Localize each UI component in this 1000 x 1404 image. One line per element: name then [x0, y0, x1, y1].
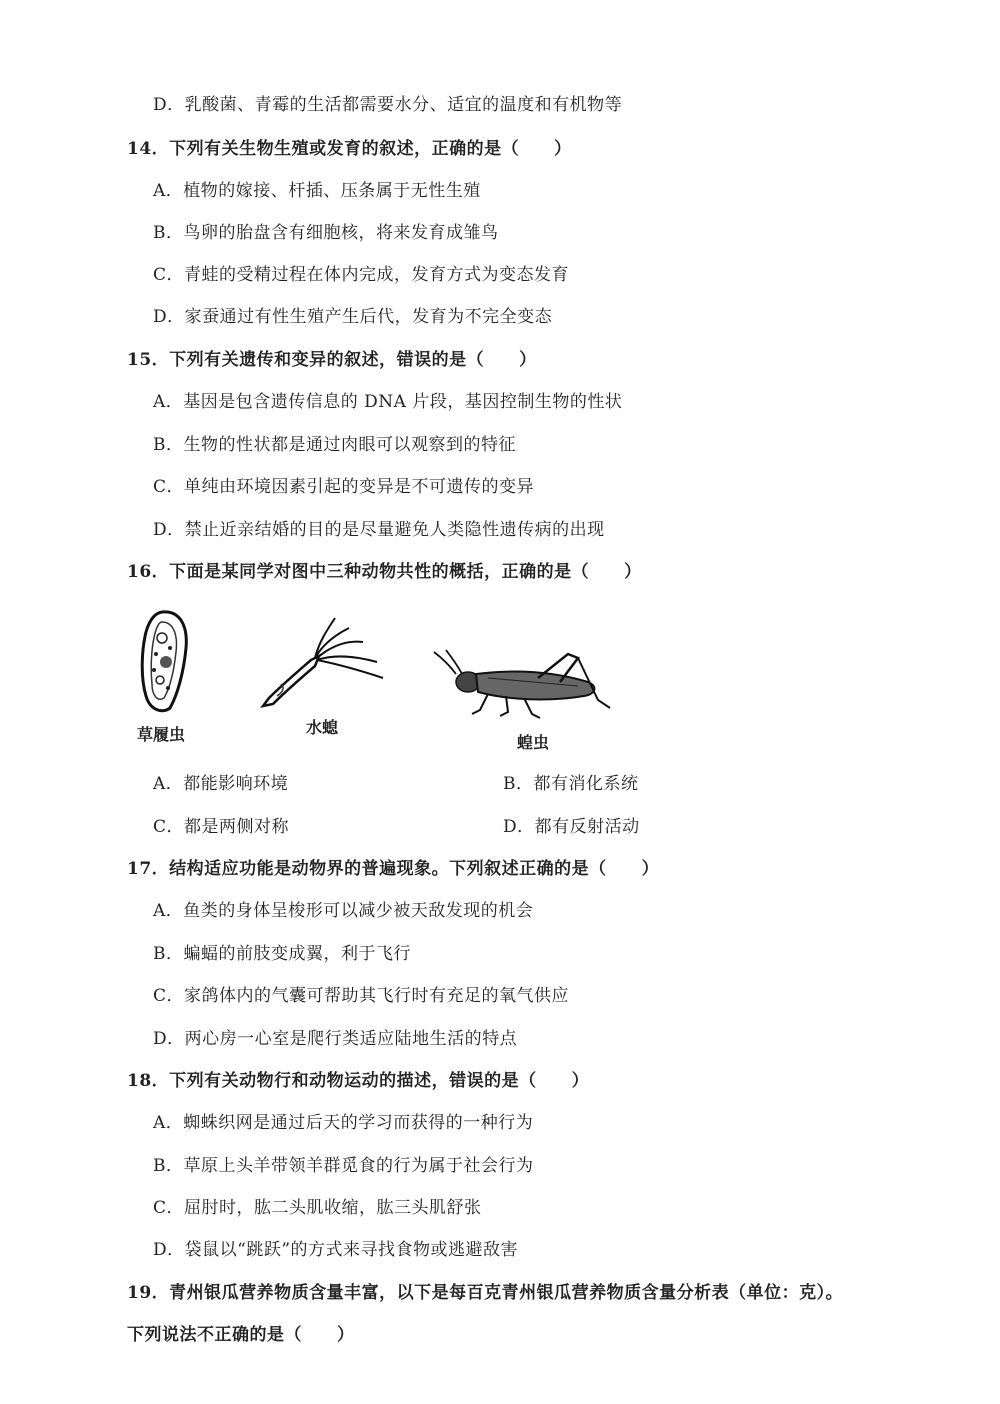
q15-option-d: D．禁止近亲结婚的目的是尽量避免人类隐性遗传病的出现 — [153, 520, 605, 540]
q18-option-b: B．草原上头羊带领羊群觅食的行为属于社会行为 — [153, 1156, 534, 1176]
q15-stem: 15．下列有关遗传和变异的叙述，错误的是（ ） — [127, 350, 537, 370]
q16-option-c: C．都是两侧对称 — [153, 817, 290, 837]
q16-option-b: B．都有消化系统 — [503, 774, 639, 794]
q14-option-c: C．青蛙的受精过程在体内完成，发育方式为变态发育 — [153, 265, 570, 285]
q19-stem-line2: 下列说法不正确的是（ ） — [127, 1325, 355, 1345]
q16-option-a: A．都能影响环境 — [153, 774, 289, 794]
q14-stem: 14．下列有关生物生殖或发育的叙述，正确的是（ ） — [127, 139, 572, 159]
q17-option-c: C．家鸽体内的气囊可帮助其飞行时有充足的氧气供应 — [153, 986, 570, 1006]
q18-stem: 18．下列有关动物行和动物运动的描述，错误的是（ ） — [127, 1071, 590, 1091]
q16-stem: 16．下面是某同学对图中三种动物共性的概括，正确的是（ ） — [127, 562, 642, 582]
q14-option-d: D．家蚕通过有性生殖产生后代，发育为不完全变态 — [153, 307, 553, 327]
q17-option-a: A．鱼类的身体呈梭形可以减少被天敌发现的机会 — [153, 901, 534, 921]
q19-stem-line1: 19．青州银瓜营养物质含量丰富，以下是每百克青州银瓜营养物质含量分析表（单位：克）。 — [127, 1283, 844, 1303]
paramecium-caption: 草履虫 — [137, 725, 186, 744]
q18-option-c: C．屈肘时，肱二头肌收缩，肱三头肌舒张 — [153, 1198, 482, 1218]
q18-option-a: A．蜘蛛织网是通过后天的学习而获得的一种行为 — [153, 1113, 534, 1133]
q14-option-a: A．植物的嫁接、杆插、压条属于无性生殖 — [153, 181, 481, 201]
hydra-caption: 水螅 — [306, 718, 339, 737]
q13-option-d: D．乳酸菌、青霉的生活都需要水分、适宜的温度和有机物等 — [153, 95, 623, 115]
paramecium-illustration — [132, 608, 204, 716]
q15-option-c: C．单纯由环境因素引起的变异是不可遗传的变异 — [153, 477, 535, 497]
q15-option-b: B．生物的性状都是通过肉眼可以观察到的特征 — [153, 435, 516, 455]
locust-illustration — [428, 648, 618, 720]
q18-option-d: D．袋鼠以“跳跃”的方式来寻找食物或逃避敌害 — [153, 1240, 519, 1260]
hydra-illustration — [255, 612, 395, 712]
q17-stem: 17．结构适应功能是动物界的普遍现象。下列叙述正确的是（ ） — [127, 859, 660, 879]
q15-option-a: A．基因是包含遗传信息的 DNA 片段，基因控制生物的性状 — [153, 392, 623, 412]
q14-option-b: B．鸟卵的胎盘含有细胞核，将来发育成雏鸟 — [153, 223, 499, 243]
q17-option-d: D．两心房一心室是爬行类适应陆地生活的特点 — [153, 1029, 518, 1049]
q16-option-d: D．都有反射活动 — [503, 817, 640, 837]
locust-caption: 蝗虫 — [517, 733, 550, 752]
q17-option-b: B．蝙蝠的前肢变成翼，利于飞行 — [153, 944, 411, 964]
